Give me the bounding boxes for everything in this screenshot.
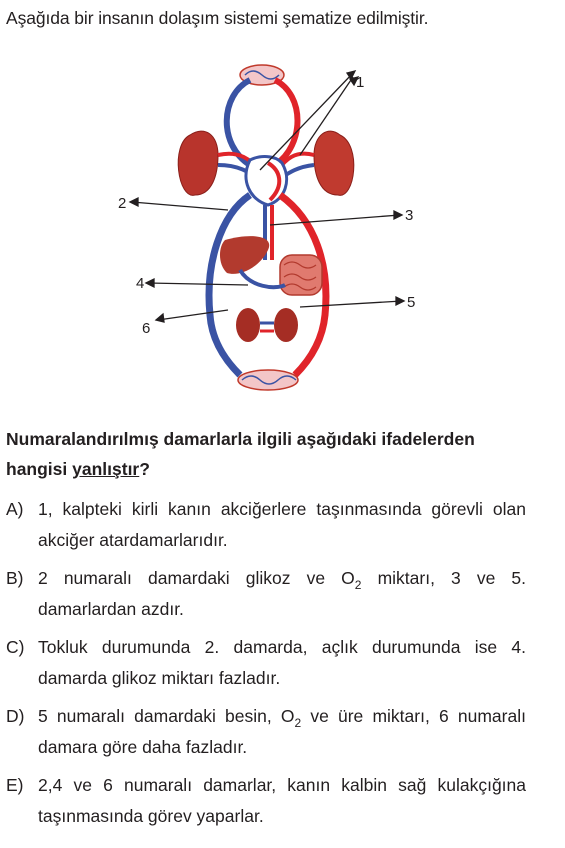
question-stem: Numaralandırılmış damarlarla ilgili aşağıdaki ifadelerden hangisi yanlıştır? xyxy=(6,429,475,479)
label-3: 3 xyxy=(405,207,414,224)
right-lung xyxy=(314,131,354,195)
liver xyxy=(220,236,269,274)
kidneys xyxy=(236,308,298,342)
carotid-artery xyxy=(275,80,298,165)
label-6: 6 xyxy=(142,320,151,337)
intestines xyxy=(280,255,322,295)
label-4: 4 xyxy=(136,275,145,292)
label-1: 1 xyxy=(356,74,365,91)
leg-capillaries xyxy=(238,370,298,390)
option-a[interactable]: A) 1, kalpteki kirli kanın akciğerlere taşınmasında görevli olan akciğer atardamarlarıdır. xyxy=(6,499,526,550)
answer-options xyxy=(6,494,526,839)
circulation-diagram xyxy=(100,55,440,400)
question-keyword: yanlıştır xyxy=(72,459,140,479)
option-c[interactable]: C) Tokluk durumunda 2. damarda, açlık durumunda ise 4. damarda glikoz miktarı fazladır. xyxy=(6,637,526,688)
intro-text: Aşağıda bir insanın dolaşım sistemi şematize edilmiştir. xyxy=(6,8,429,28)
option-e[interactable]: E) 2,4 ve 6 numaralı damarlar, kanın kalbin sağ kulakçığına taşınmasında görev yaparlar. xyxy=(6,775,526,826)
label-2: 2 xyxy=(118,195,127,212)
pointer-6 xyxy=(158,310,228,320)
left-lung xyxy=(178,131,218,195)
pointer-2 xyxy=(132,202,228,210)
option-b[interactable]: B) 2 numaralı damardaki glikoz ve $O_2$ miktarı, 3 ve 5. damarlardan azdır. xyxy=(6,568,527,619)
pointer-4 xyxy=(148,283,248,285)
label-5: 5 xyxy=(407,294,416,311)
option-d[interactable]: D) 5 numaralı damardaki besin, $O_2$ ve üre miktarı, 6 numaralı damara göre daha fazladır. xyxy=(6,706,526,757)
pointer-5 xyxy=(300,301,402,307)
pointer-3 xyxy=(270,215,400,225)
